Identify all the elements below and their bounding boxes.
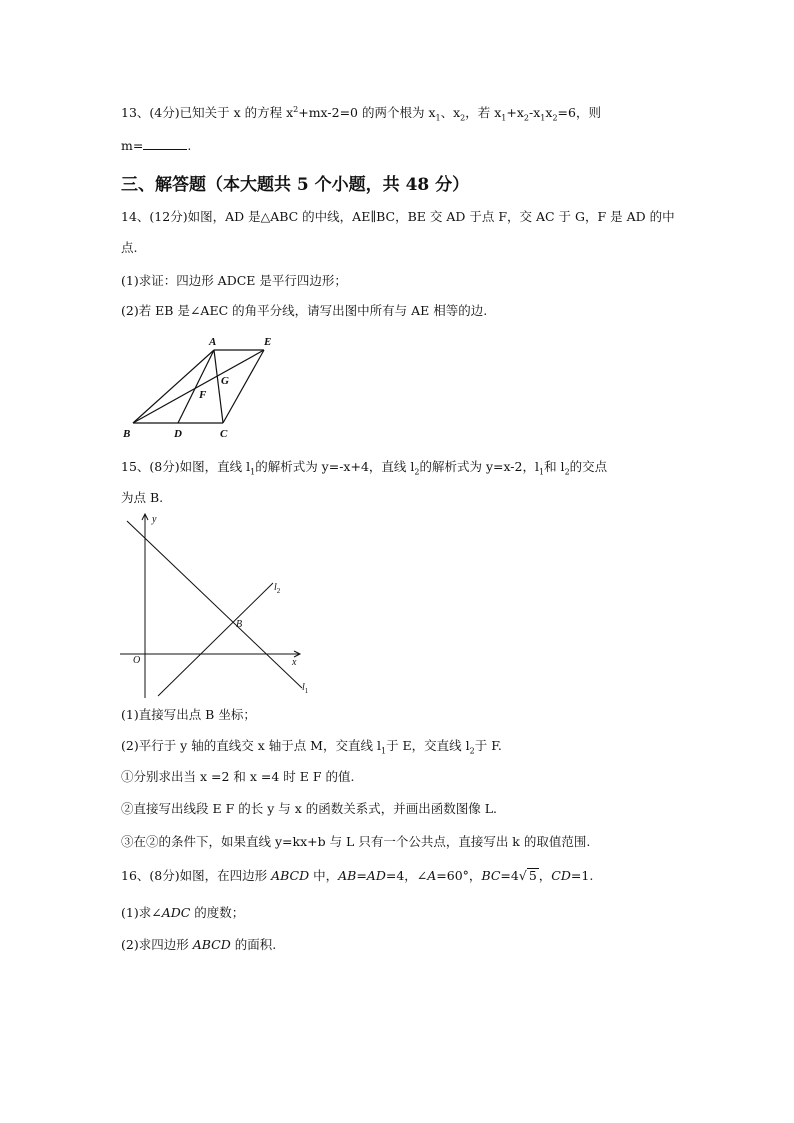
- q15-line2: 为点 B.: [121, 490, 164, 505]
- q14-line2: 点.: [121, 240, 138, 255]
- q14-figure: [110, 330, 290, 445]
- q15-part2: (2)平行于 y 轴的直线交 x 轴于点 M，交直线 $l_1$于 E，交直线 $l_2$于 F.: [121, 738, 502, 756]
- q15-subq1: ①分别求出当 x =2 和 x =4 时 E F 的值.: [121, 769, 355, 784]
- line-l1: [127, 521, 302, 688]
- q14-label-d: D: [174, 428, 182, 440]
- q15-line1: 15、(8分)如图，直线 $l_1$的解析式为 y=-x+4，直线 $l_2$的解析式为 y=x-2，$l_1$和 $l_2$的交点: [121, 459, 608, 477]
- q16-part1: (1)求∠ADC 的度数；: [121, 905, 245, 920]
- answer-blank: [143, 138, 187, 150]
- q14-label-a: A: [209, 336, 217, 348]
- y-label: y: [152, 514, 157, 525]
- q14-part1: (1)求证：四边形 ADCE 是平行四边形；: [121, 273, 347, 288]
- x-label: x: [292, 657, 297, 668]
- q14-label-e: E: [264, 336, 272, 348]
- q16-part2: (2)求四边形 ABCD 的面积.: [121, 937, 277, 952]
- point-b-label: B: [236, 619, 243, 630]
- q15-graph: [110, 508, 320, 703]
- q16-line1: 16、(8分)如图，在四边形 ABCD 中，AB=AD=4，∠A=60°，BC=4√ 5 ，CD=1.: [121, 868, 594, 883]
- q15-subq3: ③在②的条件下，如果直线 y=kx+b 与 L 只有一个公共点，直接写出 k 的取值范围.: [121, 834, 591, 849]
- q14-line1: 14、(12分)如图，AD 是△ABC 的中线，AE∥BC，BE 交 AD 于点 F，交 AC 于 G，F 是 AD 的中: [121, 209, 675, 224]
- l1-label: $l_1$: [302, 682, 309, 695]
- q14-label-g: G: [221, 375, 229, 387]
- q14-part2: (2)若 EB 是∠AEC 的角平分线，请写出图中所有与 AE 相等的边.: [121, 303, 488, 318]
- q15-subq2: ②直接写出线段 E F 的长 y 与 x 的函数关系式，并画出函数图像 L.: [121, 801, 497, 816]
- q15-part1: (1)直接写出点 B 坐标；: [121, 707, 256, 722]
- q13-line2: m= .: [121, 138, 192, 153]
- l2-label: $l_2$: [274, 582, 281, 595]
- line-l2: [158, 583, 273, 696]
- sqrt-symbol: √: [518, 868, 527, 883]
- q13-line1: 13、(4分)已知关于 x 的方程 $x^2+mx-2=0$ 的两个根为 $x_1$、$x_2$，若 $x_1+x_2-x_1x_2=6$，则: [121, 104, 601, 123]
- section-heading: 三、解答题（本大题共 5 个小题，共 48 分）: [121, 175, 470, 195]
- q14-label-f: F: [199, 389, 207, 401]
- q14-label-c: C: [220, 428, 228, 440]
- origin-label: O: [133, 655, 141, 666]
- q14-label-b: B: [123, 428, 131, 440]
